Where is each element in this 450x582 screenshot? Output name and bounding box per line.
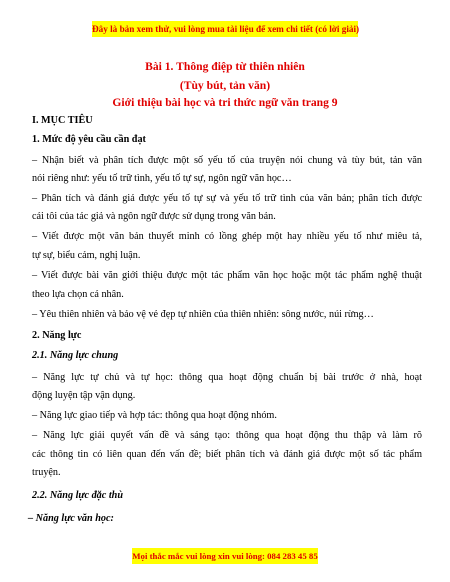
section-heading-specific-competencies: 2.2. Năng lực đặc thù	[32, 490, 124, 501]
paragraph-line: – Năng lực tự chủ và tự học: thông qua hoạt động chuẩn bị bài trước ở nhà, hoạt	[32, 372, 422, 383]
paragraph-line: – Nhận biết và phân tích được một số yếu tố của truyện nói chung và tùy bút, tản văn	[32, 155, 422, 166]
preview-notice-banner: Đây là bản xem thử, vui lòng mua tài liệu để xem chi tiết (có lời giải)	[92, 21, 358, 37]
paragraph-line: – Năng lực giao tiếp và hợp tác: thông qua hoạt động nhóm.	[32, 410, 277, 421]
paragraph-line: truyện.	[32, 467, 61, 478]
section-heading-objectives: I. MỤC TIÊU	[32, 115, 93, 126]
paragraph-line: theo lựa chọn cá nhân.	[32, 289, 124, 300]
paragraph-line: nói riêng như: yếu tố trữ tình, yếu tố tự sự, ngôn ngữ văn học…	[32, 173, 292, 184]
paragraph-line: – Viết được bài văn giới thiệu được một tác phẩm văn học hoặc một tác phẩm nghệ thuật	[32, 270, 422, 281]
paragraph-line: – Phân tích và đánh giá được yếu tố tự sự và yếu tố trữ tình của văn bản; phân tích được	[32, 193, 422, 204]
paragraph-line: các thông tin có liên quan đến vấn đề; biết phân tích và đánh giá được một số tác phẩm	[32, 449, 422, 460]
paragraph-line: cái tôi của tác giả và ngôn ngữ được sử dụng trong văn bản.	[32, 211, 276, 222]
paragraph-line: động luyện tập vận dụng.	[32, 390, 136, 401]
section-heading-general-competencies: 2.1. Năng lực chung	[32, 350, 119, 361]
paragraph-line: tự sự, biểu cảm, nghị luận.	[32, 250, 141, 261]
section-heading-competencies: 2. Năng lực	[32, 330, 82, 341]
lesson-title: Bài 1. Thông điệp từ thiên nhiên	[145, 60, 305, 73]
paragraph-line: – Viết được một văn bản thuyết minh có lồng ghép một hay nhiều yếu tố như miêu tả,	[32, 231, 422, 242]
lesson-subtitle: Giới thiệu bài học và tri thức ngữ văn trang 9	[112, 96, 338, 109]
section-heading-literary-competency: – Năng lực văn học:	[28, 513, 114, 524]
contact-footer-banner: Mọi thắc mắc vui lòng xin vui lòng: 084 283 45 85	[132, 548, 318, 564]
section-heading-requirements: 1. Mức độ yêu cầu cần đạt	[32, 134, 146, 145]
paragraph-line: – Năng lực giải quyết vấn đề và sáng tạo: thông qua hoạt động thu thập và làm rõ	[32, 430, 422, 441]
paragraph-line: – Yêu thiên nhiên và bảo vệ vẻ đẹp tự nhiên của thiên nhiên: sông nước, núi rừng…	[32, 309, 374, 320]
lesson-genre: (Tùy bút, tản văn)	[179, 79, 271, 92]
